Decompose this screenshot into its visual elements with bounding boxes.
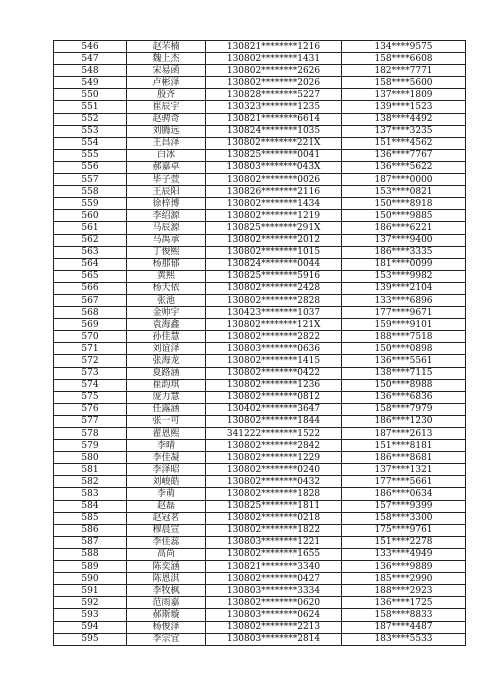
id-number-cell: 130802********1434 xyxy=(206,198,342,210)
row-number-cell: 588 xyxy=(54,548,127,560)
name-cell: 李佳凝 xyxy=(127,452,206,464)
id-number-cell: 130825********291X xyxy=(206,222,342,234)
phone-cell: 187****0000 xyxy=(342,174,466,186)
row-number-cell: 561 xyxy=(54,222,127,234)
name-cell: 刘谊泽 xyxy=(127,343,206,355)
row-number-cell: 566 xyxy=(54,282,127,294)
phone-cell: 158****3300 xyxy=(342,512,466,524)
phone-cell: 150****9885 xyxy=(342,210,466,222)
table-row xyxy=(54,234,466,246)
phone-cell: 158****7979 xyxy=(342,403,466,415)
row-number-cell: 555 xyxy=(54,149,127,161)
table-row xyxy=(54,246,466,258)
row-number-cell: 589 xyxy=(54,561,127,573)
name-cell: 赵芣楠 xyxy=(127,41,206,53)
phone-cell: 157****9399 xyxy=(342,500,466,512)
table-row xyxy=(54,270,466,282)
row-number-cell: 593 xyxy=(54,609,127,621)
phone-cell: 188****7518 xyxy=(342,331,466,343)
id-number-cell: 130802********2012 xyxy=(206,234,342,246)
row-number-cell: 546 xyxy=(54,41,127,53)
table-row xyxy=(54,512,466,524)
row-number-cell: 592 xyxy=(54,597,127,609)
row-number-cell: 586 xyxy=(54,524,127,536)
name-cell: 庞力慧 xyxy=(127,391,206,403)
table-row xyxy=(54,621,466,633)
phone-cell: 136****5622 xyxy=(342,161,466,173)
table-row xyxy=(54,536,466,548)
phone-cell: 158****5600 xyxy=(342,77,466,89)
id-number-cell: 130802********2842 xyxy=(206,440,342,452)
id-number-cell: 130402********3647 xyxy=(206,403,342,415)
id-number-cell: 130802********2626 xyxy=(206,65,342,77)
row-number-cell: 575 xyxy=(54,391,127,403)
phone-cell: 136****6836 xyxy=(342,391,466,403)
name-cell: 金帅宇 xyxy=(127,307,206,319)
id-number-cell: 130802********2828 xyxy=(206,294,342,306)
name-cell: 赵骋奇 xyxy=(127,113,206,125)
table-row xyxy=(54,355,466,367)
phone-cell: 183****5533 xyxy=(342,633,466,645)
row-number-cell: 582 xyxy=(54,476,127,488)
row-number-cell: 562 xyxy=(54,234,127,246)
row-number-cell: 568 xyxy=(54,307,127,319)
table-row xyxy=(54,174,466,186)
id-number-cell: 130802********1822 xyxy=(206,524,342,536)
row-number-cell: 569 xyxy=(54,319,127,331)
phone-cell: 181****0099 xyxy=(342,258,466,270)
table-row xyxy=(54,464,466,476)
phone-cell: 186****6221 xyxy=(342,222,466,234)
table-row xyxy=(54,41,466,53)
table-row xyxy=(54,137,466,149)
name-cell: 王昌泽 xyxy=(127,137,206,149)
table-row xyxy=(54,440,466,452)
name-cell: 卢彬泽 xyxy=(127,77,206,89)
phone-cell: 159****9101 xyxy=(342,319,466,331)
id-number-cell: 130802********1828 xyxy=(206,488,342,500)
phone-cell: 150****8988 xyxy=(342,379,466,391)
name-cell: 殷齐 xyxy=(127,89,206,101)
name-cell: 赵磊 xyxy=(127,500,206,512)
phone-cell: 138****4492 xyxy=(342,113,466,125)
name-cell: 李佳蕊 xyxy=(127,536,206,548)
phone-cell: 177****9671 xyxy=(342,307,466,319)
row-number-cell: 591 xyxy=(54,585,127,597)
row-number-cell: 565 xyxy=(54,270,127,282)
phone-cell: 177****5661 xyxy=(342,476,466,488)
table-row xyxy=(54,319,466,331)
id-number-cell: 130802********0422 xyxy=(206,367,342,379)
phone-cell: 186****1230 xyxy=(342,415,466,427)
name-cell: 李宗宜 xyxy=(127,633,206,645)
name-cell: 张一可 xyxy=(127,415,206,427)
table-row xyxy=(54,198,466,210)
id-number-cell: 130828********5227 xyxy=(206,89,342,101)
table-row xyxy=(54,428,466,440)
id-number-cell: 130802********0620 xyxy=(206,597,342,609)
id-number-cell: 130825********5916 xyxy=(206,270,342,282)
row-number-cell: 595 xyxy=(54,633,127,645)
id-number-cell: 130802********0218 xyxy=(206,512,342,524)
id-number-cell: 130803********2814 xyxy=(206,633,342,645)
id-number-cell: 130802********2822 xyxy=(206,331,342,343)
row-number-cell: 574 xyxy=(54,379,127,391)
row-number-cell: 590 xyxy=(54,573,127,585)
name-cell: 马禹承 xyxy=(127,234,206,246)
row-number-cell: 580 xyxy=(54,452,127,464)
id-number-cell: 130423********1037 xyxy=(206,307,342,319)
row-number-cell: 556 xyxy=(54,161,127,173)
name-cell: 张海龙 xyxy=(127,355,206,367)
phone-cell: 133****6896 xyxy=(342,294,466,306)
name-cell: 李萌 xyxy=(127,488,206,500)
table-row xyxy=(54,282,466,294)
table-row xyxy=(54,415,466,427)
roster-table xyxy=(53,40,466,646)
table-row xyxy=(54,597,466,609)
row-number-cell: 550 xyxy=(54,89,127,101)
name-cell: 孙佳慧 xyxy=(127,331,206,343)
table-row xyxy=(54,500,466,512)
phone-cell: 139****2104 xyxy=(342,282,466,294)
name-cell: 刘腾远 xyxy=(127,125,206,137)
id-number-cell: 130802********221X xyxy=(206,137,342,149)
name-cell: 杨那郁 xyxy=(127,258,206,270)
row-number-cell: 579 xyxy=(54,440,127,452)
row-number-cell: 572 xyxy=(54,355,127,367)
row-number-cell: 551 xyxy=(54,101,127,113)
table-row xyxy=(54,307,466,319)
name-cell: 李泽昭 xyxy=(127,464,206,476)
id-number-cell: 341222********1522 xyxy=(206,428,342,440)
table-row xyxy=(54,548,466,560)
row-number-cell: 587 xyxy=(54,536,127,548)
id-number-cell: 130821********3340 xyxy=(206,561,342,573)
table-row xyxy=(54,561,466,573)
name-cell: 王辰阳 xyxy=(127,186,206,198)
name-cell: 翟恩熙 xyxy=(127,428,206,440)
row-number-cell: 552 xyxy=(54,113,127,125)
name-cell: 马辰源 xyxy=(127,222,206,234)
phone-cell: 137****1809 xyxy=(342,89,466,101)
name-cell: 陈恩淇 xyxy=(127,573,206,585)
table-row xyxy=(54,65,466,77)
row-number-cell: 576 xyxy=(54,403,127,415)
phone-cell: 134****9575 xyxy=(342,41,466,53)
table-row xyxy=(54,294,466,306)
name-cell: 魏上杰 xyxy=(127,53,206,65)
row-number-cell: 549 xyxy=(54,77,127,89)
table-row xyxy=(54,125,466,137)
name-cell: 崔韵琪 xyxy=(127,379,206,391)
id-number-cell: 130803********0624 xyxy=(206,609,342,621)
name-cell: 黄熙 xyxy=(127,270,206,282)
table-row xyxy=(54,476,466,488)
name-cell: 陈奕涵 xyxy=(127,561,206,573)
id-number-cell: 130826********2116 xyxy=(206,186,342,198)
name-cell: 丁俊熙 xyxy=(127,246,206,258)
table-row xyxy=(54,210,466,222)
phone-cell: 158****8833 xyxy=(342,609,466,621)
table-row xyxy=(54,101,466,113)
table-row xyxy=(54,149,466,161)
id-number-cell: 130802********1015 xyxy=(206,246,342,258)
name-cell: 袁海鑫 xyxy=(127,319,206,331)
name-cell: 白冰 xyxy=(127,149,206,161)
phone-cell: 158****6608 xyxy=(342,53,466,65)
phone-cell: 151****2278 xyxy=(342,536,466,548)
id-number-cell: 130802********1844 xyxy=(206,415,342,427)
phone-cell: 136****7767 xyxy=(342,149,466,161)
table-row xyxy=(54,379,466,391)
id-number-cell: 130825********0041 xyxy=(206,149,342,161)
row-number-cell: 564 xyxy=(54,258,127,270)
name-cell: 穆晨宣 xyxy=(127,524,206,536)
id-number-cell: 130802********0240 xyxy=(206,464,342,476)
table-row xyxy=(54,452,466,464)
table-row xyxy=(54,77,466,89)
phone-cell: 175****9761 xyxy=(342,524,466,536)
row-number-cell: 554 xyxy=(54,137,127,149)
row-number-cell: 585 xyxy=(54,512,127,524)
row-number-cell: 583 xyxy=(54,488,127,500)
phone-cell: 151****8181 xyxy=(342,440,466,452)
table-row xyxy=(54,403,466,415)
name-cell: 崔辰宇 xyxy=(127,101,206,113)
phone-cell: 150****8918 xyxy=(342,198,466,210)
id-number-cell: 130802********0026 xyxy=(206,174,342,186)
id-number-cell: 130802********1431 xyxy=(206,53,342,65)
name-cell: 郝斯璇 xyxy=(127,609,206,621)
name-cell: 刘峻皓 xyxy=(127,476,206,488)
name-cell: 徐梓博 xyxy=(127,198,206,210)
row-number-cell: 581 xyxy=(54,464,127,476)
row-number-cell: 578 xyxy=(54,428,127,440)
phone-cell: 153****0821 xyxy=(342,186,466,198)
phone-cell: 182****7771 xyxy=(342,65,466,77)
phone-cell: 136****1725 xyxy=(342,597,466,609)
table-row xyxy=(54,633,466,645)
id-number-cell: 130802********1415 xyxy=(206,355,342,367)
name-cell: 毕子萱 xyxy=(127,174,206,186)
phone-cell: 133****4949 xyxy=(342,548,466,560)
table-row xyxy=(54,367,466,379)
row-number-cell: 553 xyxy=(54,125,127,137)
table-row xyxy=(54,258,466,270)
row-number-cell: 573 xyxy=(54,367,127,379)
id-number-cell: 130803********3334 xyxy=(206,585,342,597)
row-number-cell: 594 xyxy=(54,621,127,633)
table-row xyxy=(54,53,466,65)
name-cell: 杨天依 xyxy=(127,282,206,294)
phone-cell: 153****9982 xyxy=(342,270,466,282)
name-cell: 杨俊泽 xyxy=(127,621,206,633)
id-number-cell: 130824********0044 xyxy=(206,258,342,270)
id-number-cell: 130802********0812 xyxy=(206,391,342,403)
row-number-cell: 558 xyxy=(54,186,127,198)
id-number-cell: 130802********2026 xyxy=(206,77,342,89)
id-number-cell: 130802********2428 xyxy=(206,282,342,294)
row-number-cell: 571 xyxy=(54,343,127,355)
phone-cell: 150****0898 xyxy=(342,343,466,355)
id-number-cell: 130802********0432 xyxy=(206,476,342,488)
row-number-cell: 567 xyxy=(54,294,127,306)
table-row xyxy=(54,331,466,343)
row-number-cell: 547 xyxy=(54,53,127,65)
table-row xyxy=(54,113,466,125)
phone-cell: 186****0634 xyxy=(342,488,466,500)
id-number-cell: 130802********121X xyxy=(206,319,342,331)
name-cell: 张池 xyxy=(127,294,206,306)
name-cell: 郝嘉卓 xyxy=(127,161,206,173)
name-cell: 李牧枫 xyxy=(127,585,206,597)
table-row xyxy=(54,524,466,536)
name-cell: 赵冠茗 xyxy=(127,512,206,524)
id-number-cell: 130803********043X xyxy=(206,161,342,173)
phone-cell: 136****5561 xyxy=(342,355,466,367)
id-number-cell: 130802********0427 xyxy=(206,573,342,585)
name-cell: 李晴 xyxy=(127,440,206,452)
id-number-cell: 130802********1219 xyxy=(206,210,342,222)
phone-cell: 138****7115 xyxy=(342,367,466,379)
table-row xyxy=(54,161,466,173)
phone-cell: 188****2923 xyxy=(342,585,466,597)
id-number-cell: 130802********1229 xyxy=(206,452,342,464)
id-number-cell: 130803********0636 xyxy=(206,343,342,355)
row-number-cell: 548 xyxy=(54,65,127,77)
table-row xyxy=(54,573,466,585)
phone-cell: 185****2990 xyxy=(342,573,466,585)
table-row xyxy=(54,186,466,198)
phone-cell: 137****9400 xyxy=(342,234,466,246)
id-number-cell: 130803********1221 xyxy=(206,536,342,548)
row-number-cell: 577 xyxy=(54,415,127,427)
phone-cell: 139****1523 xyxy=(342,101,466,113)
name-cell: 夏路涵 xyxy=(127,367,206,379)
name-cell: 宋易函 xyxy=(127,65,206,77)
table-row xyxy=(54,222,466,234)
id-number-cell: 130802********1236 xyxy=(206,379,342,391)
name-cell: 李绍源 xyxy=(127,210,206,222)
id-number-cell: 130821********6614 xyxy=(206,113,342,125)
row-number-cell: 584 xyxy=(54,500,127,512)
row-number-cell: 563 xyxy=(54,246,127,258)
table-row xyxy=(54,488,466,500)
table-row xyxy=(54,585,466,597)
roster-table-body xyxy=(54,41,466,646)
id-number-cell: 130821********1216 xyxy=(206,41,342,53)
id-number-cell: 130802********2213 xyxy=(206,621,342,633)
table-row xyxy=(54,391,466,403)
id-number-cell: 130825********1811 xyxy=(206,500,342,512)
phone-cell: 137****1321 xyxy=(342,464,466,476)
row-number-cell: 557 xyxy=(54,174,127,186)
phone-cell: 187****4487 xyxy=(342,621,466,633)
id-number-cell: 130323********1235 xyxy=(206,101,342,113)
name-cell: 高尚 xyxy=(127,548,206,560)
id-number-cell: 130824********1035 xyxy=(206,125,342,137)
name-cell: 任露涵 xyxy=(127,403,206,415)
row-number-cell: 560 xyxy=(54,210,127,222)
phone-cell: 136****9889 xyxy=(342,561,466,573)
phone-cell: 187****2613 xyxy=(342,428,466,440)
phone-cell: 151****4562 xyxy=(342,137,466,149)
phone-cell: 137****3235 xyxy=(342,125,466,137)
table-row xyxy=(54,89,466,101)
table-row xyxy=(54,343,466,355)
row-number-cell: 570 xyxy=(54,331,127,343)
table-row xyxy=(54,609,466,621)
name-cell: 范雨嘉 xyxy=(127,597,206,609)
id-number-cell: 130802********1655 xyxy=(206,548,342,560)
row-number-cell: 559 xyxy=(54,198,127,210)
phone-cell: 186****8681 xyxy=(342,452,466,464)
phone-cell: 186****3335 xyxy=(342,246,466,258)
